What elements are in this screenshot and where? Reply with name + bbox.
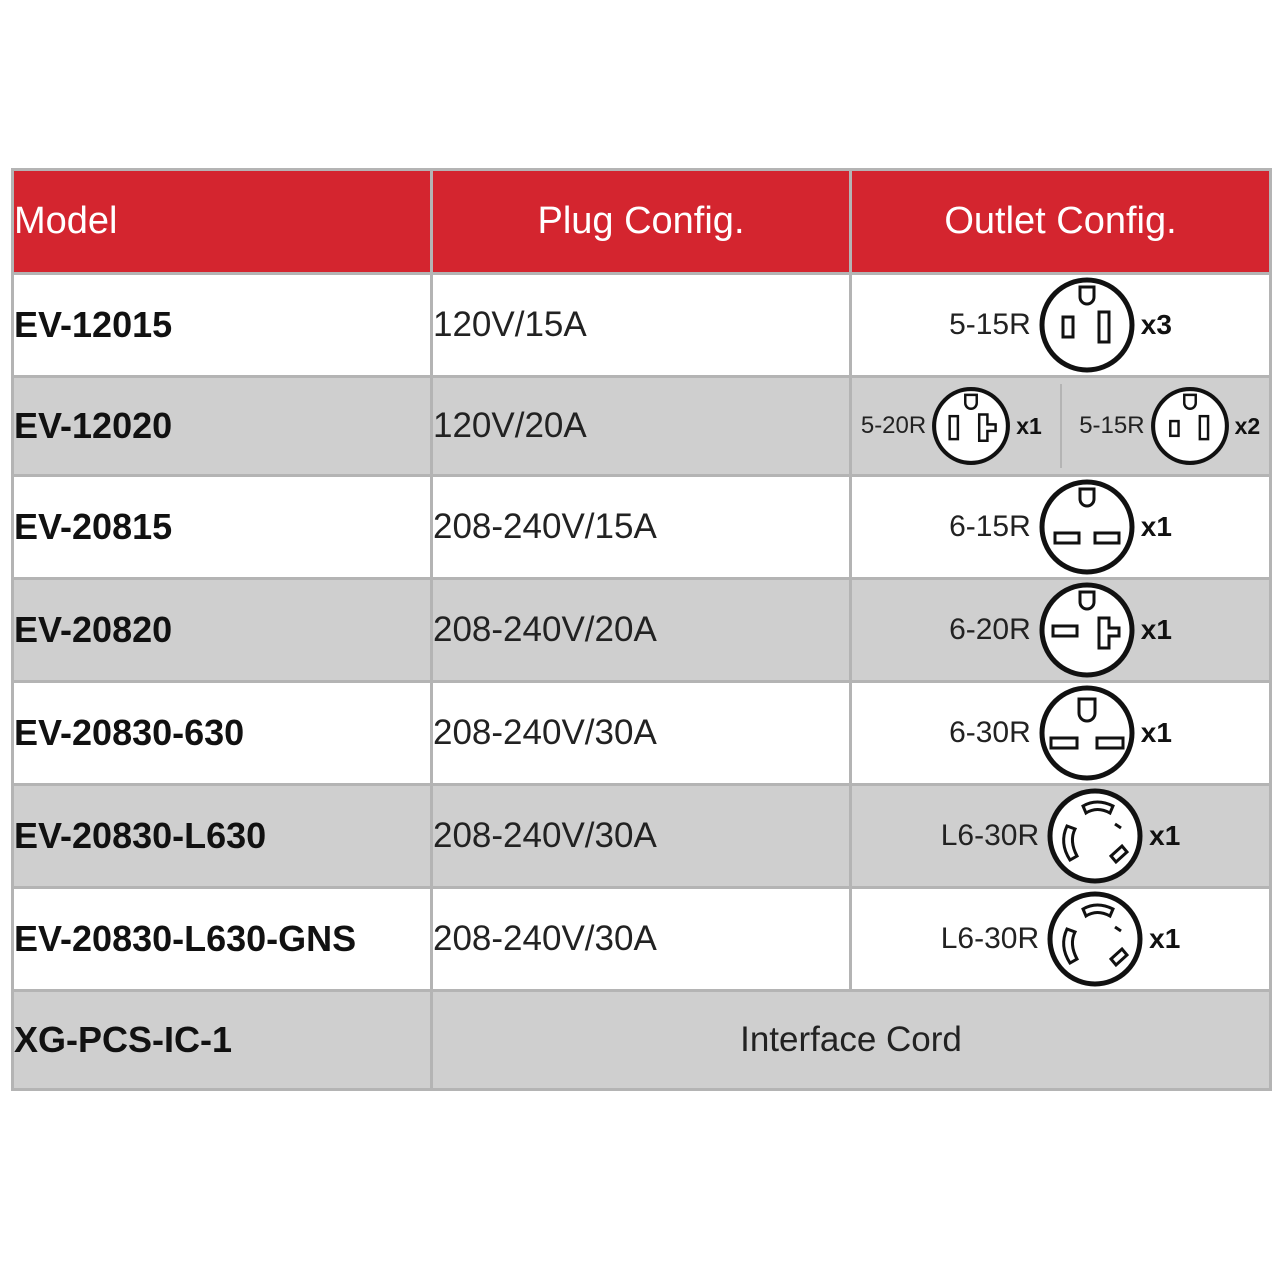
- table-row: [13, 377, 1271, 476]
- outlet-option-2: [1079, 385, 1260, 467]
- outlet-label: L6-30R: [940, 819, 1040, 852]
- outlet-label: 5-15R: [1079, 412, 1145, 439]
- outlet-config-cell: [851, 377, 1271, 476]
- model-cell: XG-PCS-IC-1: [13, 991, 432, 1090]
- nema-5-20r-receptacle-icon: [930, 385, 1012, 467]
- header-plug-config: Plug Config.: [432, 170, 851, 274]
- outlet-config-cell: [851, 579, 1271, 682]
- table-row: [13, 579, 1271, 682]
- nema-5-15r-receptacle-icon: [1149, 385, 1231, 467]
- outlet-config-cell: [851, 682, 1271, 785]
- combined-config-cell: Interface Cord: [432, 991, 1271, 1090]
- plug-config-cell: 120V/20A: [432, 377, 851, 476]
- outlet-count: x1: [1140, 717, 1172, 748]
- header-model: Model: [13, 170, 432, 274]
- model-cell: EV-20815: [13, 476, 432, 579]
- plug-config-cell: 208-240V/30A: [432, 888, 851, 991]
- outlet-count: x1: [1140, 511, 1172, 542]
- outlet-label: 6-30R: [949, 716, 1031, 749]
- outlet-count: x1: [1016, 412, 1042, 439]
- outlet-count: x2: [1234, 412, 1261, 439]
- plug-config-cell: 208-240V/20A: [432, 579, 851, 682]
- header-outlet-config: Outlet Config.: [851, 170, 1271, 274]
- outlet-config-cell: [851, 274, 1271, 377]
- outlet-label: L6-30R: [940, 922, 1040, 955]
- outlet-config-cell: [851, 785, 1271, 888]
- outlet-count: x1: [1149, 820, 1181, 851]
- table-row: [13, 888, 1271, 991]
- model-cell: EV-12020: [13, 377, 432, 476]
- outlet-count: x1: [1140, 614, 1172, 645]
- header-row: [13, 170, 1271, 274]
- table-row: [13, 682, 1271, 785]
- nema-6-15r-receptacle-icon: [1037, 477, 1137, 577]
- plug-config-cell: 208-240V/15A: [432, 476, 851, 579]
- table-row: [13, 476, 1271, 579]
- model-cell: EV-20830-L630: [13, 785, 432, 888]
- outlet-count: x3: [1140, 309, 1172, 340]
- nema-6-20r-receptacle-icon: [1037, 580, 1137, 680]
- model-cell: EV-20830-L630-GNS: [13, 888, 432, 991]
- model-cell: EV-12015: [13, 274, 432, 377]
- table-row: [13, 785, 1271, 888]
- outlet-divider: [1060, 384, 1062, 468]
- plug-config-cell: 208-240V/30A: [432, 785, 851, 888]
- outlet-label: 5-15R: [949, 308, 1031, 341]
- table-row: [13, 991, 1271, 1090]
- model-cell: EV-20830-630: [13, 682, 432, 785]
- nema-l6-30r-receptacle-icon: [1045, 786, 1145, 886]
- nema-l6-30r-receptacle-icon: [1045, 889, 1145, 989]
- table-row: [13, 274, 1271, 377]
- outlet-config-cell: [851, 476, 1271, 579]
- nema-5-15r-receptacle-icon: [1037, 275, 1137, 375]
- nema-6-30r-receptacle-icon: [1037, 683, 1137, 783]
- plug-config-cell: 120V/15A: [432, 274, 851, 377]
- outlet-label: 6-20R: [949, 613, 1031, 646]
- spec-table: [11, 168, 1272, 1091]
- outlet-config-cell: [851, 888, 1271, 991]
- model-cell: EV-20820: [13, 579, 432, 682]
- outlet-label: 5-20R: [860, 412, 927, 439]
- outlet-option-1: [861, 385, 1042, 467]
- outlet-label: 6-15R: [949, 510, 1031, 543]
- outlet-count: x1: [1149, 923, 1181, 954]
- plug-config-cell: 208-240V/30A: [432, 682, 851, 785]
